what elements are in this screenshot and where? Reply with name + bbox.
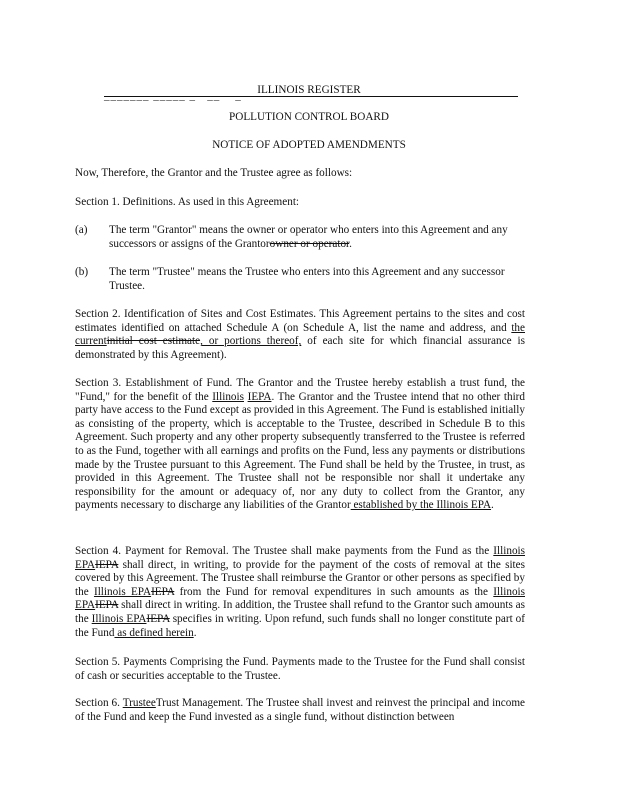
header-dashes: _______ _____ _ __ _ — [104, 90, 242, 102]
section-3-paragraph: Section 3. Establishment of Fund. The Grantor and the Trustee hereby establish a trust fund, the "Fund," for the benefit of the Illinois IEPA. The Grantor and the Trustee intend that no other third party have access to the Fund except as provided in this Agreement. The Fund is established initially as consisting of the property, which is acceptable to the Trustee, described in Schedule B to this Agreement. Such property and any other property subsequently transferred to the Trustee is referred to as the Fund, together with all earnings and profits on the Fund, less any payments or distributions made by the Trustee pursuant to this Agreement. The Fund shall be held by the Trustee, in trust, as provided in this Agreement. The Trustee shall not be responsible nor shall it undertake any responsibility for the amount or adequacy of, nor any duty to collect from the Grantor, any payments necessary to discharge any liabilities of the Grantor established by the Illinois EPA. — [75, 377, 526, 512]
section-4-paragraph: Section 4. Payment for Removal. The Trustee shall make payments from the Fund as the Illinois EPAIEPA shall direct, in writing, to provide for the payment of the costs of removal at the sites covered by this Agreement. The Trustee shall reimburse the Grantor or other persons as specified by the Illinois EPAIEPA from the Fund for removal expenditures in such amounts as the Illinois EPAIEPA shall direct in writing. In addition, the Trustee shall refund to the Grantor such amounts as the Illinois EPAIEPA specifies in writing. Upon refund, such funds shall no longer constitute part of the Fund as defined herein. — [75, 545, 525, 639]
strike-text: owner or operator — [269, 237, 350, 250]
intro-paragraph: Now, Therefore, the Grantor and the Trustee agree as follows: — [75, 167, 353, 179]
register-title: ILLINOIS REGISTER — [257, 84, 361, 96]
item-b-label: (b) — [75, 266, 89, 278]
section-5-paragraph: Section 5. Payments Comprising the Fund. Payments made to the Trustee for the Fund shall consist of cash or securities acceptable to the Trustee. — [75, 656, 525, 682]
item-a-text: The term "Grantor" means the owner or operator who enters into this Agreement and any successors or assigns of the Grantorowner or operator. — [109, 224, 508, 250]
item-a-label: (a) — [75, 224, 88, 236]
board-title: POLLUTION CONTROL BOARD — [229, 111, 389, 123]
notice-title: NOTICE OF ADOPTED AMENDMENTS — [212, 139, 406, 151]
section-2-paragraph: Section 2. Identification of Sites and Cost Estimates. This Agreement pertains to the sites and cost estimates identified on attached Schedule A (on Schedule A, list the name and address, and the currentinitial cost estimate, or portions thereof, of each site for which financial assurance is demonstrated by this Agreement). — [75, 308, 526, 361]
header-rule — [104, 96, 518, 97]
section-6-paragraph: Section 6. TrusteeTrust Management. The Trustee shall invest and reinvest the principal and income of the Fund and keep the Fund invested as a single fund, without distinction between — [75, 697, 525, 723]
item-b-text: The term "Trustee" means the Trustee who enters into this Agreement and any successor Trustee. — [109, 266, 505, 292]
section-1-heading: Section 1. Definitions. As used in this Agreement: — [75, 196, 300, 208]
